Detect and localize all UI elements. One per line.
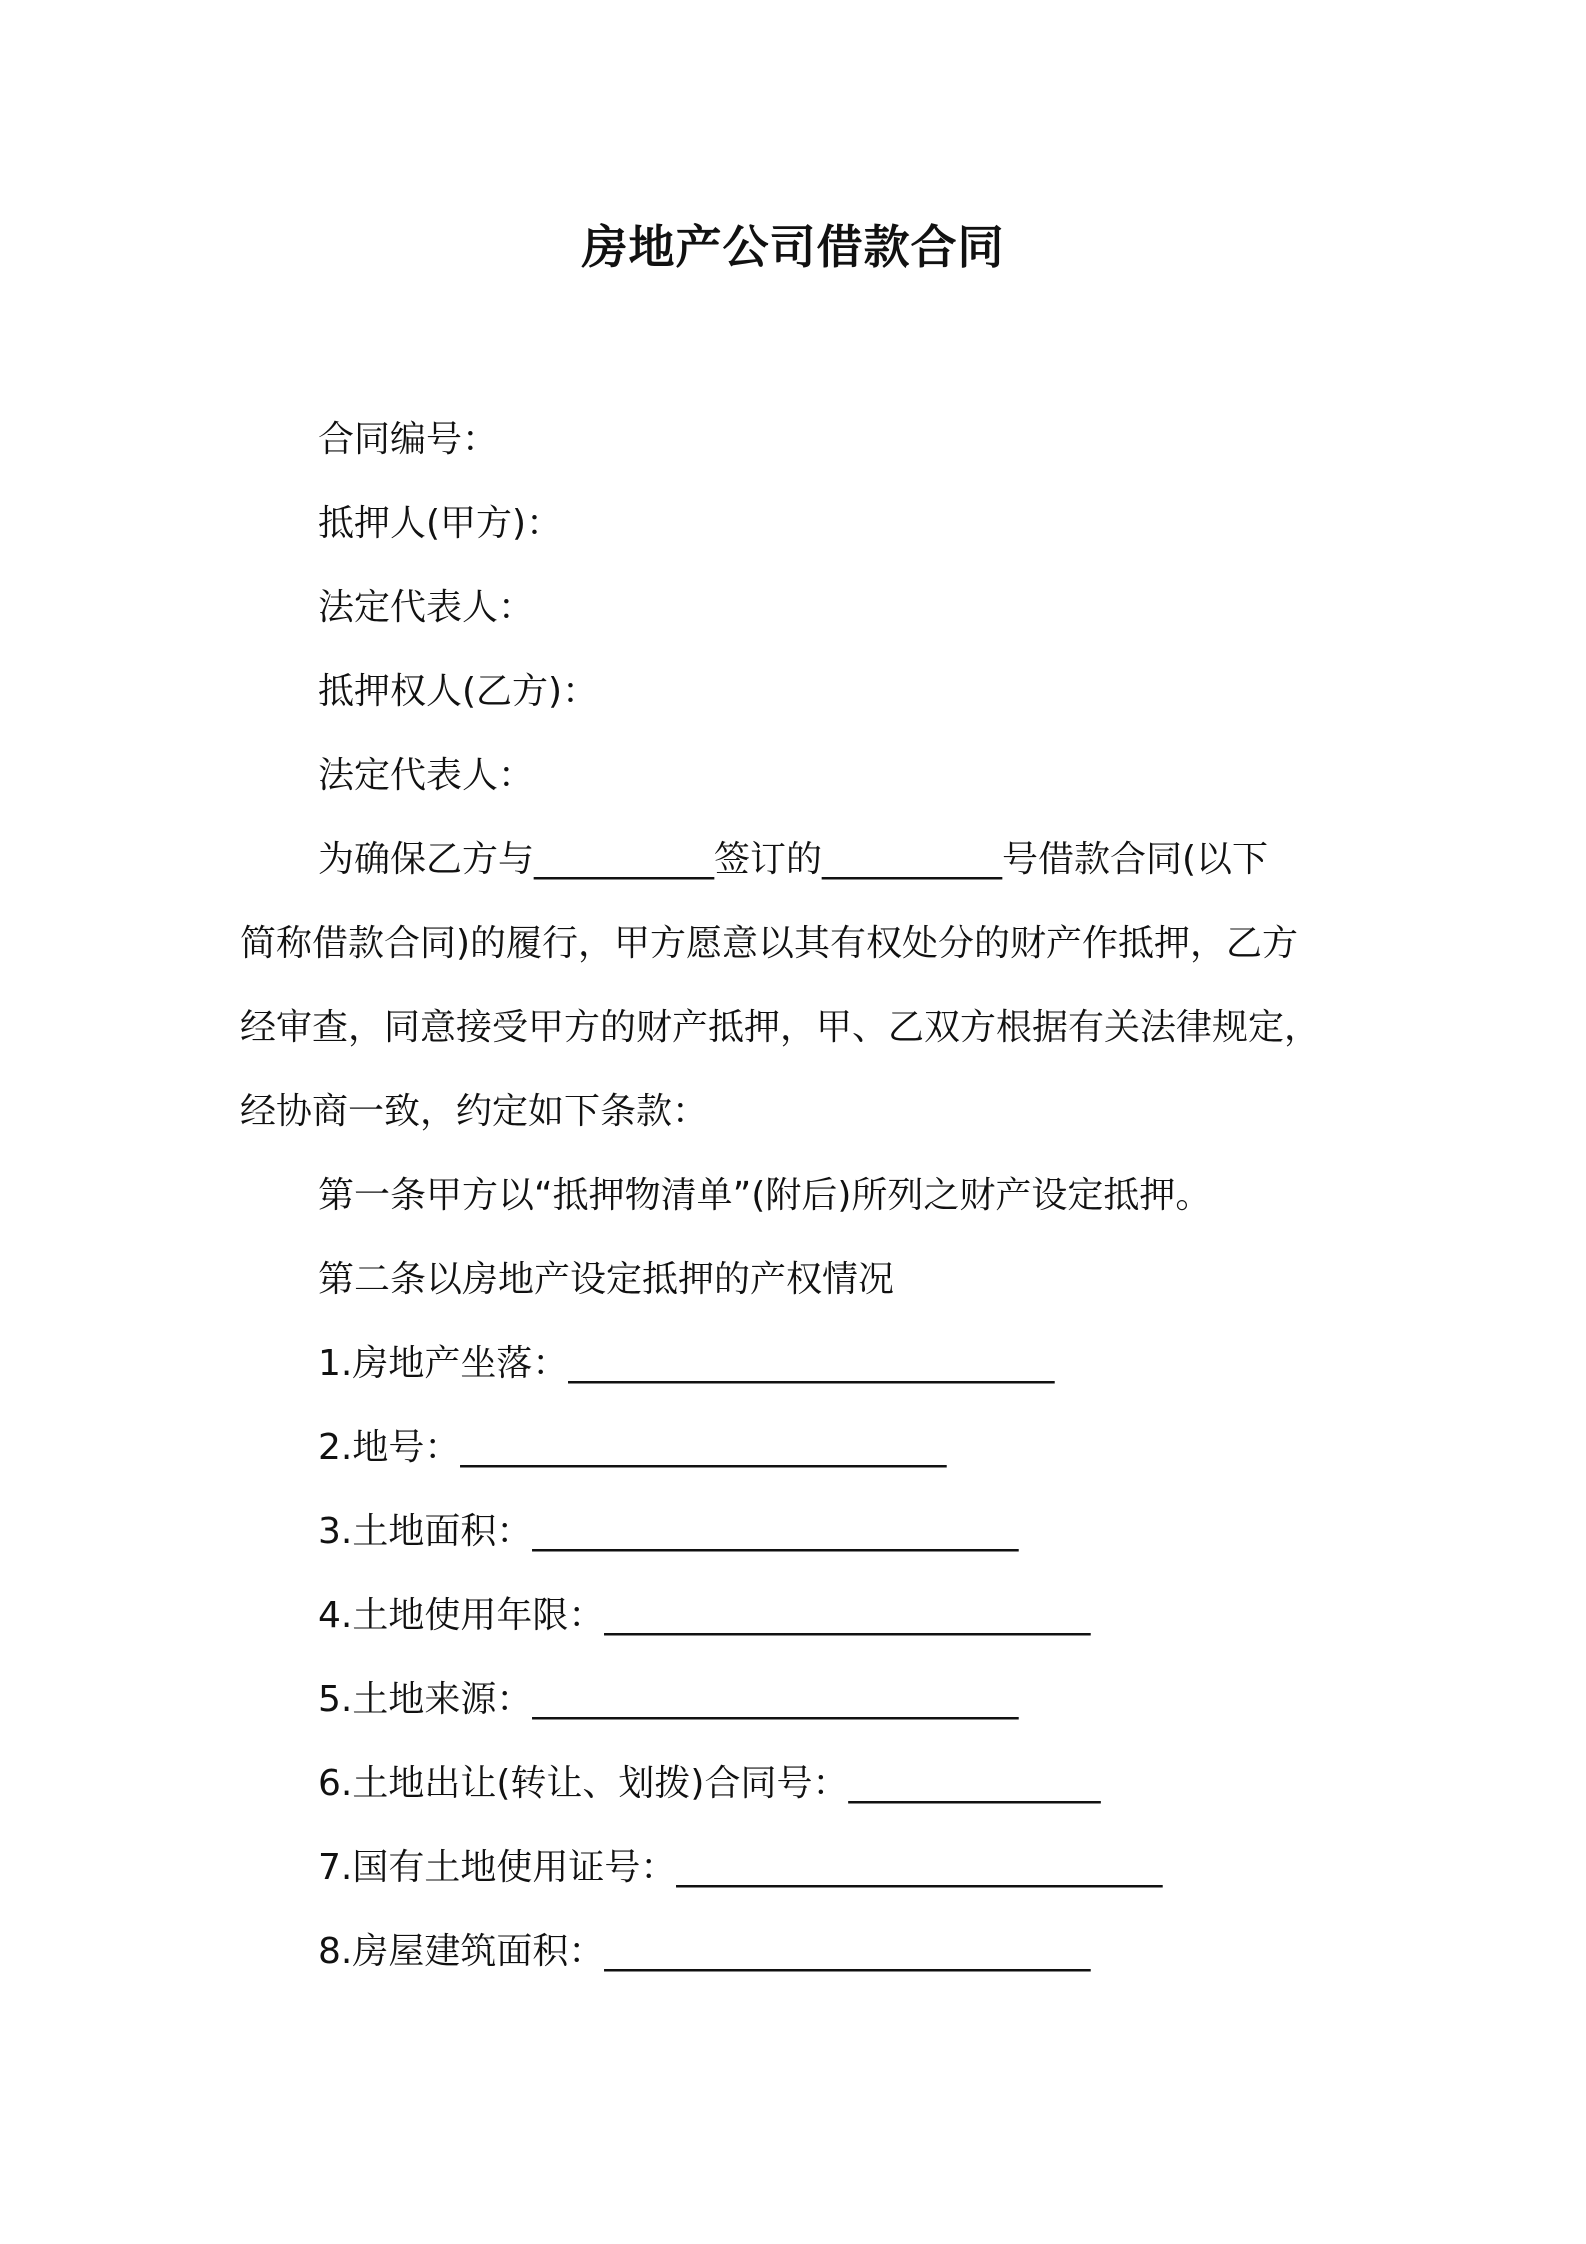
intro-paragraph-line-4: 经协商一致，约定如下条款：: [240, 1091, 709, 1132]
property-item-land-certificate: 7.国有土地使用证号：___________________________: [318, 1847, 1163, 1888]
mortgagor-legal-rep-field: 法定代表人：: [318, 587, 535, 628]
property-item-location: 1.房地产坐落：___________________________: [318, 1343, 1055, 1384]
property-item-land-source: 5.土地来源：___________________________: [318, 1679, 1019, 1720]
property-item-transfer-contract: 6.土地出让(转让、划拨)合同号：______________: [318, 1763, 1101, 1804]
property-item-building-area: 8.房屋建筑面积：___________________________: [318, 1931, 1091, 1972]
mortgagor-field: 抵押人(甲方)：: [318, 503, 563, 544]
article-2: 第二条以房地产设定抵押的产权情况: [318, 1259, 895, 1300]
intro-paragraph-line-1: 为确保乙方与__________签订的__________号借款合同(以下: [318, 839, 1269, 880]
mortgagee-legal-rep-field: 法定代表人：: [318, 755, 535, 796]
property-item-land-area: 3.土地面积：___________________________: [318, 1511, 1019, 1552]
article-1: 第一条甲方以“抵押物清单”(附后)所列之财产设定抵押。: [318, 1175, 1212, 1216]
intro-paragraph-line-3: 经审查，同意接受甲方的财产抵押，甲、乙双方根据有关法律规定，: [240, 1007, 1321, 1048]
property-item-land-term: 4.土地使用年限：___________________________: [318, 1595, 1091, 1636]
document-title: 房地产公司借款合同: [581, 220, 1005, 274]
mortgagee-field: 抵押权人(乙方)：: [318, 671, 599, 712]
intro-paragraph-line-2: 简称借款合同)的履行，甲方愿意以其有权处分的财产作抵押，乙方: [240, 923, 1299, 964]
contract-number-field: 合同编号：: [318, 419, 499, 460]
property-item-lot-number: 2.地号：___________________________: [318, 1427, 947, 1468]
